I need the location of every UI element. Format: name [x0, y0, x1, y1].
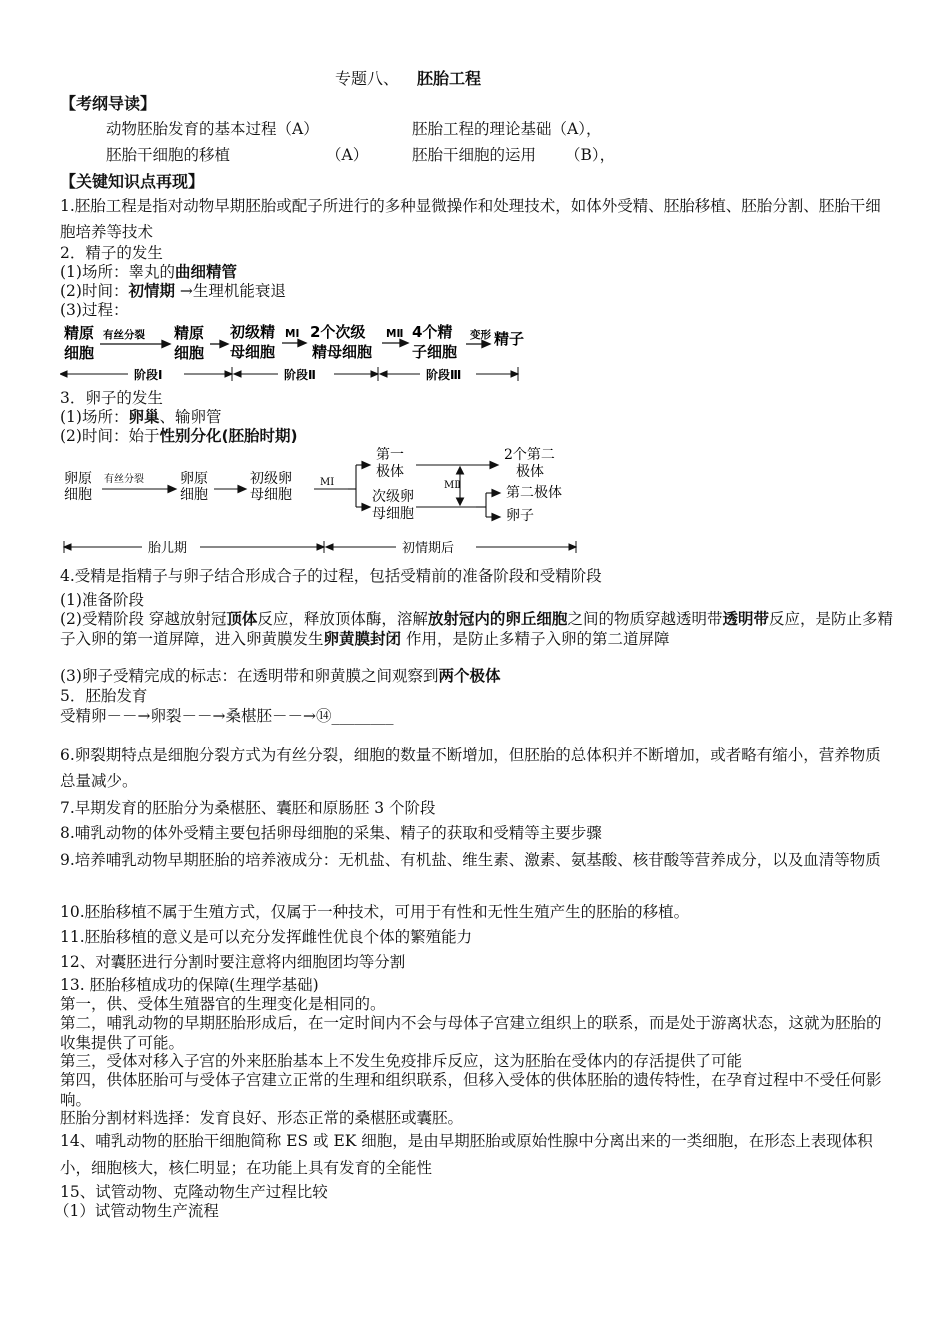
knowledge-heading: 【关键知识点再现】: [60, 172, 205, 191]
sperm-time: (2)时间：初情期 →生理机能衰退: [60, 282, 286, 300]
sperm-node-6: 精子: [494, 330, 525, 348]
comparison-title: 15、试管动物、克隆动物生产过程比较: [60, 1183, 328, 1201]
egg-node-2b: 细胞: [180, 487, 208, 503]
transfer-basis-2: 第二，哺乳动物的早期胚胎形成后，在一定时间内不会与母体子宫建立组织上的联系，而是处于游离状态，这就为胚胎的收集提供了可能。: [60, 1014, 882, 1052]
sperm-process: (3)过程：: [60, 301, 129, 319]
egg-node-4a: 第一: [376, 447, 404, 463]
egg-node-6a: 次级卵: [372, 489, 414, 505]
sperm-node-3b: 母细胞: [230, 343, 276, 361]
fertilization-prep: (1)准备阶段: [60, 591, 144, 609]
syllabus-item: 动物胚胎发育的基本过程（A）: [106, 120, 319, 138]
sperm-node-1a: 精原: [64, 324, 95, 342]
sperm-stage-1: 阶段Ⅰ: [134, 368, 163, 382]
syllabus-item: （B），: [565, 146, 616, 164]
egg-node-5b: 极体: [516, 464, 544, 480]
sperm-node-4a: 2个次级: [310, 323, 366, 341]
title-main: 胚胎工程: [417, 69, 482, 88]
egg-node-7: 第二极体: [506, 485, 562, 501]
fertilization-stage: (2)受精阶段 穿越放射冠顶体反应，释放顶体酶，溶解放射冠内的卵丘细胞之间的物质穿越透明带透明带反应，是防止多精子入卵的第一道屏障，进入卵黄膜发生卵黄膜封闭 作用，是防止多精子入卵的第二道屏障: [60, 610, 893, 648]
sperm-node-5b: 子细胞: [412, 343, 458, 361]
syllabus-item: 胚胎工程的理论基础（A），: [412, 120, 602, 138]
egg-time: (2)时间：始于性别分化(胚胎时期): [60, 427, 298, 445]
sperm-stage-2: 阶段Ⅱ: [284, 368, 316, 382]
fertilization-sign: (3)卵子受精完成的标志：在透明带和卵黄膜之间观察到两个极体: [60, 667, 501, 685]
development-title: 5．胚胎发育: [60, 687, 148, 705]
egg-place: (1)场所：卵巢、输卵管: [60, 408, 222, 426]
paragraph-10: 10.胚胎移植不属于生殖方式，仅属于一种技术，可用于有性和无性生殖产生的胚胎的移植。: [60, 903, 690, 921]
egg-title: 3．卵子的发生: [60, 389, 163, 407]
sperm-arrow-label-3: MⅠ: [285, 328, 300, 340]
syllabus-item: （A）: [326, 146, 369, 164]
egg-node-2a: 卵原: [180, 471, 208, 487]
fertilization-intro: 4.受精是指精子与卵子结合形成合子的过程，包括受精前的准备阶段和受精阶段: [60, 567, 602, 585]
paragraph-1: 1.胚胎工程是指对动物早期胚胎或配子所进行的多种显微操作和处理技术，如体外受精、胚胎移植、胚胎分割、胚胎干细胞培养等技术: [60, 197, 881, 241]
sperm-arrow-label-5: 变形: [470, 329, 491, 341]
sperm-place: (1)场所：睾丸的曲细精管: [60, 263, 237, 281]
paragraph-8: 8.哺乳动物的体外受精主要包括卵母细胞的采集、精子的获取和受精等主要步骤: [60, 824, 602, 842]
spermatogenesis-diagram: [60, 318, 560, 386]
egg-node-1b: 细胞: [64, 487, 92, 503]
paragraph-12: 12、对囊胚进行分割时要注意将内细胞团均等分割: [60, 953, 406, 971]
paragraph-14: 14、哺乳动物的胚胎干细胞简称 ES 或 EK 细胞，是由早期胚胎或原始性腺中分离出来的一类细胞，在形态上表现体积小，细胞核大，核仁明显；在功能上具有发育的全能性: [60, 1132, 873, 1177]
egg-node-3a: 初级卵: [250, 471, 292, 487]
egg-m2-label: MⅡ: [444, 480, 462, 491]
title-prefix: 专题八、: [335, 69, 400, 88]
syllabus-heading: 【考纲导读】: [60, 94, 157, 113]
transfer-basis-3: 第三，受体对移入子宫的外来胚胎基本上不发生免疫排斥反应，这为胚胎在受体内的存活提供了可能: [60, 1052, 743, 1070]
sperm-node-3a: 初级精: [230, 323, 276, 341]
egg-node-3b: 母细胞: [250, 487, 292, 503]
sperm-node-4b: 精母细胞: [312, 343, 373, 361]
egg-arrow-label-3: MⅠ: [320, 477, 335, 488]
sperm-stage-3: 阶段Ⅲ: [426, 368, 462, 382]
syllabus-item: 胚胎干细胞的运用: [412, 146, 537, 164]
egg-node-8: 卵子: [506, 508, 534, 524]
transfer-basis-1: 第一，供、受体生殖器官的生理变化是相同的。: [60, 995, 386, 1013]
sperm-arrow-label-4: MⅡ: [386, 328, 404, 340]
sperm-arrow-label-1: 有丝分裂: [103, 329, 145, 341]
paragraph-7: 7.早期发育的胚胎分为桑椹胚、囊胚和原肠胚 3 个阶段: [60, 799, 436, 817]
development-sequence: 受精卵－－→卵裂－－→桑椹胚－－→⑭________: [60, 707, 394, 725]
transfer-basis-4: 第四，供体胚胎可与受体子宫建立正常的生理和组织联系，但移入受体的供体胚胎的遗传特性，在孕育过程中不受任何影响。: [60, 1071, 882, 1109]
egg-node-6b: 母细胞: [372, 506, 414, 522]
sperm-node-2b: 细胞: [174, 344, 205, 362]
egg-node-5a: 2个第二: [504, 447, 555, 463]
sperm-node-1b: 细胞: [64, 344, 95, 362]
embryo-split-material: 胚胎分割材料选择：发育良好、形态正常的桑椹胚或囊胚。: [60, 1109, 464, 1127]
paragraph-11: 11.胚胎移植的意义是可以充分发挥雌性优良个体的繁殖能力: [60, 928, 473, 946]
oogenesis-diagram: [60, 445, 600, 557]
paragraph-9: 9.培养哺乳动物早期胚胎的培养液成分：无机盐、有机盐、维生素、激素、氨基酸、核苷酸等营养成分，以及血清等物质: [60, 851, 881, 869]
egg-period-2: 初情期后: [402, 541, 455, 556]
transfer-basis-title: 13. 胚胎移植成功的保障(生理学基础): [60, 976, 319, 994]
syllabus-item: 胚胎干细胞的移植: [106, 146, 231, 164]
paragraph-6: 6.卵裂期特点是细胞分裂方式为有丝分裂，细胞的数量不断增加，但胚胎的总体积并不断增加，或者略有缩小，营养物质总量减少。: [60, 746, 881, 790]
egg-arrow-label-1: 有丝分裂: [104, 474, 144, 485]
test-tube-flow-title: （1）试管动物生产流程: [54, 1202, 219, 1220]
egg-node-1a: 卵原: [64, 471, 92, 487]
page-title: [335, 66, 481, 89]
egg-period-1: 胎儿期: [148, 541, 188, 556]
egg-node-4b: 极体: [376, 464, 404, 480]
sperm-title: 2．精子的发生: [60, 244, 163, 262]
sperm-node-5a: 4个精: [412, 323, 453, 341]
sperm-node-2a: 精原: [174, 324, 205, 342]
